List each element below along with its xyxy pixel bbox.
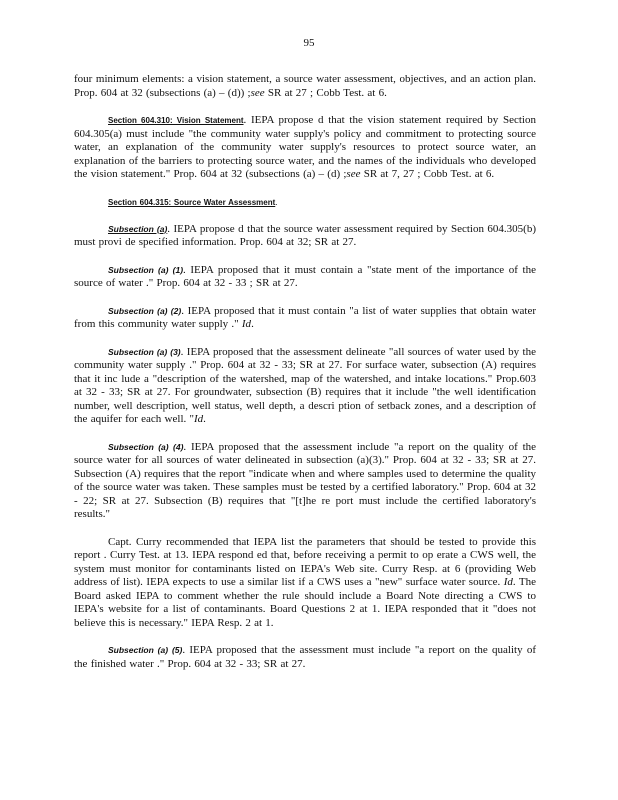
subsection-a2-end: . <box>251 318 254 330</box>
page-number: 95 <box>303 37 315 49</box>
id-signal: Id <box>241 318 252 330</box>
subsection-a4-text: . IEPA proposed that the assessment include "a report on the quality of the source water for all sources of water delineated in subsection (a)(3)." Prop. 604 at 32 - 33; SR at 27. Subsection (A) requires that the report "indicate when and where samples used to determine the quality of the source water was taken. These samples must be tested by a certified laboratory." Prop. 604 at 32 - 22; SR at 27. Subsection (B) requires that "[t]he re port must include the certified laboratory's results." <box>74 440 537 520</box>
subsection-a3-text: . IEPA proposed that the assessment delineate "all sources of water used by the community water supply ." Prop. 604 at 32 - 33; SR at 27. For surface water, subsection (A) requires that it inc lude a "description of the watershed, map of the watershed, and intake locations." Prop.603 at 32 - 33; SR at 27. For groundwater, subsection (B) requires that it include "the well identification number, well description, well status, well depth, a descri ption of setback zones, and a description of the aquifer for each well. " <box>74 345 536 425</box>
paragraph-vision-statement <box>74 114 536 182</box>
section-604-310-heading: Section 604.310: Vision Statement <box>108 116 244 125</box>
subsection-a-text: . IEPA propose d that the source water assessment required by Section 604.305(b) must provi de specified information. Prop. 604 at 32; SR at 27. <box>74 222 537 248</box>
paragraph-subsection-a2 <box>74 305 536 332</box>
subsection-a1-label: Subsection (a) (1) <box>108 264 184 275</box>
subsection-a1-text: . IEPA proposed that it must contain a "state ment of the importance of the source of water ." Prop. 604 at 32 - 33 ; SR at 27. <box>74 263 536 289</box>
see-signal: see <box>346 168 361 180</box>
section-604-315-heading-end: . <box>275 196 278 207</box>
subsection-a4-label: Subsection (a) (4) <box>108 441 184 452</box>
section-604-315-heading-line <box>74 196 536 209</box>
section-604-315-heading: Section 604.315: Source Water Assessment <box>108 197 276 207</box>
subsection-a-label: Subsection (a) <box>108 223 168 234</box>
vision-statement-text: . IEPA propose d that the vision statement required by Section 604.305(a) must include "the community water supply's policy and commitment to protecting source water, an explanation of the community water supply's resources to protect source water, an explanation of the barriers to protecting source water, and the names of the individuals who developed the vision statement." Prop. 604 at 32 (subsections (a) – (d) ; <box>74 114 536 180</box>
vision-statement-cite: SR at 7, 27 ; Cobb Test. at 6. <box>360 168 495 180</box>
subsection-a3-end: . <box>203 413 206 425</box>
paragraph-subsection-a1 <box>74 264 536 291</box>
paragraph-subsection-a3 <box>74 346 536 427</box>
see-signal: see <box>250 86 265 99</box>
paragraph-subsection-a4 <box>74 441 536 522</box>
paragraph-intro-cite: SR at 27 ; Cobb Test. at 6. <box>264 86 387 99</box>
paragraph-subsection-a <box>74 223 536 250</box>
subsection-a2-text: . IEPA proposed that it must contain "a list of water supplies that obtain water from this community water supply ." <box>74 304 537 330</box>
paragraph-intro <box>74 73 536 100</box>
paragraph-curry-recommendation <box>74 536 536 631</box>
subsection-a3-label: Subsection (a) (3) <box>108 346 181 357</box>
subsection-a5-text: . IEPA proposed that the assessment must include "a report on the quality of the finished water ." Prop. 604 at 32 - 33; SR at 27. <box>74 644 537 670</box>
curry-text-a: Capt. Curry recommended that IEPA list the parameters that should be tested to provide this report . Curry Test. at 13. IEPA respond ed that, before receiving a permit to op erate a CWS well, the system must monitor for contaminants listed on IEPA's Web site. Curry Resp. at 6 (providing Web address of list). IEPA expects to use a similar list if a CWS uses a "new" surface water source. <box>74 535 536 588</box>
paragraph-subsection-a5 <box>74 644 536 671</box>
paragraph-intro-text: four minimum elements: a vision statement, a source water assessment, objectives, and an action plan. Prop. 604 at 32 (subsections (a) – (d)) ; <box>74 73 536 99</box>
id-signal: Id <box>194 413 204 425</box>
id-signal: Id <box>503 576 513 588</box>
subsection-a5-label: Subsection (a) (5) <box>108 645 183 655</box>
curry-text-b: . The Board asked IEPA to comment whether the rule should include a Board Note directing a CWS to IEPA's website for a list of contaminants. Board Questions 2 at 1. IEPA responded that it "does not believe this is necessary." IEPA Resp. 2 at 1. <box>74 576 537 629</box>
document-body <box>74 73 536 671</box>
subsection-a2-label: Subsection (a) (2) <box>108 305 182 316</box>
